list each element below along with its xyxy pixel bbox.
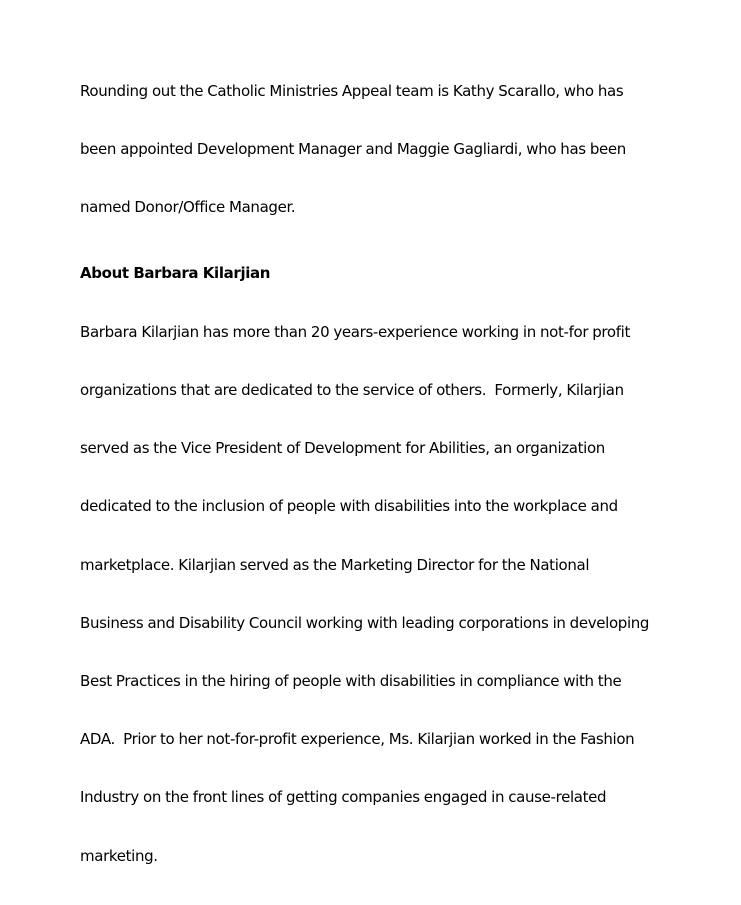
bio-line: Barbara Kilarjian has more than 20 years-experience working in not-for profit: [80, 322, 631, 341]
bio-line: dedicated to the inclusion of people with disabilities into the workplace and: [80, 497, 618, 516]
intro-line: named Donor/Office Manager.: [80, 198, 296, 217]
bio-line: Industry on the front lines of getting companies engaged in cause-related: [80, 788, 607, 807]
bio-line: organizations that are dedicated to the service of others. Formerly, Kilarjian: [80, 380, 624, 399]
intro-paragraph: [80, 43, 695, 256]
paragraph-spacer: [80, 256, 695, 264]
bio-line: Business and Disability Council working with leading corporations in developing: [80, 613, 650, 632]
intro-line: Rounding out the Catholic Ministries Appeal team is Kathy Scarallo, who has: [80, 81, 624, 100]
intro-line: been appointed Development Manager and Maggie Gagliardi, who has been: [80, 140, 626, 159]
bio-line: served as the Vice President of Development for Abilities, an organization: [80, 439, 605, 458]
bio-line: marketing.: [80, 846, 158, 865]
bio-paragraph: [80, 284, 695, 905]
bio-line: ADA. Prior to her not-for-profit experience, Ms. Kilarjian worked in the Fashion: [80, 730, 635, 749]
bio-line: Best Practices in the hiring of people with disabilities in compliance with the: [80, 672, 622, 690]
document-content: [80, 43, 695, 905]
section-heading: About Barbara Kilarjian: [80, 264, 271, 283]
bio-line: marketplace. Kilarjian served as the Marketing Director for the National: [80, 555, 590, 574]
